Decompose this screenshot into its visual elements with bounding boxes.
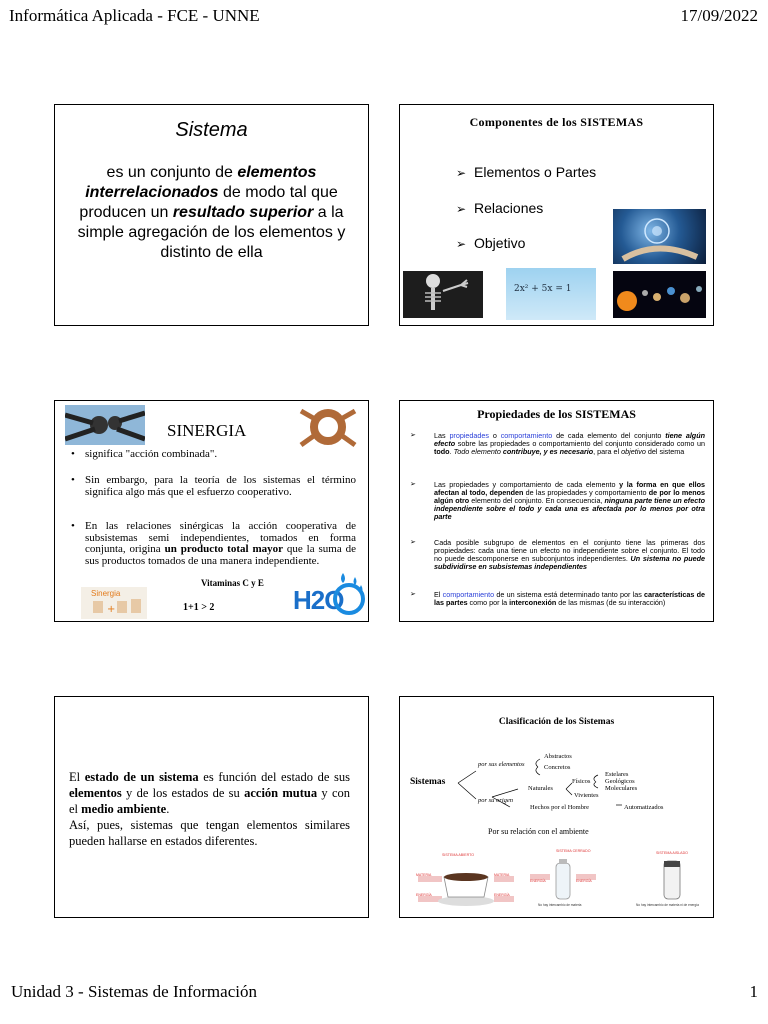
bullet: • Sin embargo, para la teoría de los sistemas el término significa algo más que el esfuerzo cooperativo.	[71, 474, 356, 498]
isolated-system-image: No hay intercambio de materia ni de energía	[636, 859, 712, 911]
skeleton-image	[403, 271, 483, 318]
open-system-label: SISTEMA ABIERTO	[442, 853, 475, 857]
sinergia-image: Sinergia +	[81, 587, 147, 619]
vitamins-label: Vitaminas C y E	[201, 578, 264, 588]
property-3: ➢ Cada posible subgrupo de elementos en el conjunto tiene las primeras dos propiedades: cada una tiene un efecto no independiente sobre el conjunto. El todo no puede descomponerse en subconjuntos independientes. Un sistema no puede subdividirse en subsistemas independientes	[410, 538, 705, 571]
tree-root: Sistemas	[410, 777, 446, 787]
environment-label: Por su relación con el ambiente	[488, 827, 589, 836]
property-2: ➢ Las propiedades y comportamiento de cada elemento y la forma en que ellos afectan al todo, dependen de las propiedades y comportamiento de por lo menos algún otro elemento del conjunto. En consecuencia, ninguna parte tiene un efecto independiente sobre el todo y cada una es afectada por lo menos por otra parte	[410, 480, 706, 521]
slide-definition: es un conjunto de elementos interrelacionados de modo tal que producen un resultado superior a la simple agregación de los elementos y distinto de ella	[77, 164, 346, 261]
tree-node: Moleculares	[605, 785, 638, 792]
tree-node: Abstractos	[544, 753, 572, 760]
component-item: ➢ Objetivo	[456, 235, 526, 251]
slide-estado	[54, 696, 369, 918]
slide-sinergia	[54, 400, 369, 622]
hands-circle-image	[297, 405, 359, 449]
closed-system-image: ENERGÍA ENERGÍA No hay intercambio de materia	[528, 857, 598, 909]
slide-propiedades	[399, 400, 714, 622]
tree-node: Automatizados	[624, 804, 664, 811]
slide-title: Componentes de los SISTEMAS	[469, 115, 644, 129]
tree-node: Estelares	[605, 771, 629, 778]
tree-node: Vivientes	[574, 792, 599, 799]
slide-title: Propiedades de los SISTEMAS	[477, 407, 636, 421]
property-4: ➢ El comportamiento de un sistema está determinado tanto por las características de las partes como por la interconexión de las mismas (de su interacción)	[410, 590, 706, 607]
closed-system-label: SISTEMA CERRADO	[556, 849, 591, 853]
slide-componentes	[399, 104, 714, 326]
tree-node: Físicos	[572, 778, 591, 785]
slide-clasificacion	[399, 696, 714, 918]
footer-unit: Unidad 3 - Sistemas de Información	[11, 982, 257, 1001]
tree-node: Hechos por el Hombre	[530, 804, 590, 811]
tree-node: por sus elementos	[478, 761, 525, 768]
component-item: ➢ Elementos o Partes	[456, 164, 597, 180]
gears-hands-image	[65, 405, 145, 445]
isolated-system-label: SISTEMA AISLADO	[656, 851, 688, 855]
property-1: ➢ Las propiedades o comportamiento de cada elemento del conjunto tiene algún efecto sobre las propiedades o comportamiento del conjunto considerado como un todo. Todo elemento contribuye, y es necesario, para el objetivo del sistema	[410, 431, 705, 456]
component-item: ➢ Relaciones	[456, 200, 544, 216]
page-number: 1	[749, 982, 758, 1001]
math-image: 2x² + 5x = 1	[506, 268, 596, 320]
equation: 1+1 > 2	[183, 602, 215, 613]
tree-node: por su origen	[478, 797, 514, 804]
svg-text:+: +	[107, 604, 116, 615]
slide-title: SINERGIA	[167, 421, 247, 440]
tree-node: Concretos	[544, 764, 571, 771]
header-course: Informática Aplicada - FCE - UNNE	[9, 6, 260, 25]
slide-sistema	[54, 104, 369, 326]
open-system-image: MATERIA MATERIA ENERGÍA ENERGÍA	[414, 863, 518, 909]
tech-hand-image	[613, 209, 706, 264]
header-date: 17/09/2022	[680, 6, 758, 25]
tree-node: Geológicos	[605, 778, 635, 785]
slide-text: El estado de un sistema es función del estado de sus elementos y de los estados de su acción mutua y con el medio ambiente. Así, pues, sistemas que tengan elementos similares pueden hallarse en estados diferentes.	[69, 770, 351, 848]
solar-system-image	[613, 271, 706, 318]
bullet: • En las relaciones sinérgicas la acción cooperativa de subsistemas semi independientes, tomados en forma conjunta, origina un producto total mayor que la suma de sus productos tomados de una manera independiente.	[71, 520, 356, 567]
h2o-image: H2O	[291, 569, 367, 621]
slide-title: Sistema	[175, 119, 248, 141]
tree-node: Naturales	[528, 785, 553, 792]
bullet: • significa "acción combinada".	[71, 448, 218, 460]
slide-title: Clasificación de los Sistemas	[498, 717, 615, 727]
